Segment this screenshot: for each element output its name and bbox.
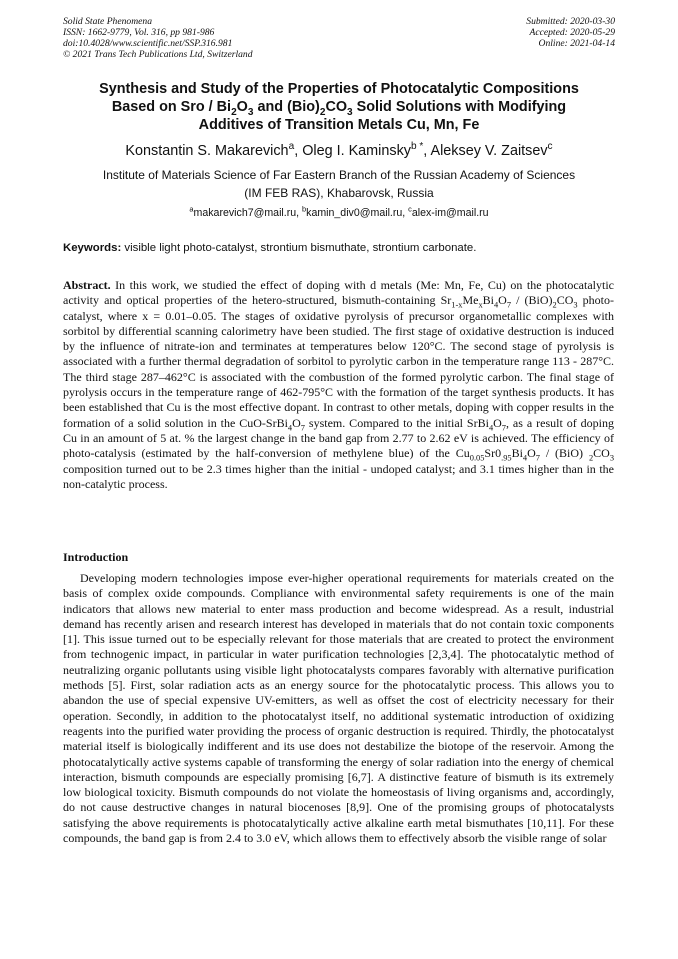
author-name: Oleg I. Kaminsky: [302, 143, 411, 159]
journal-copyright: © 2021 Trans Tech Publications Ltd, Switzerland: [63, 49, 253, 60]
abstract-subscript: .95: [501, 453, 512, 463]
abstract-subscript: 7: [535, 453, 540, 463]
email-address: makarevich7@mail.ru,: [193, 207, 303, 219]
affiliation-line-2: (IM FEB RAS), Khabarovsk, Russia: [244, 185, 434, 200]
email-marker: b: [302, 204, 307, 214]
abstract-text: Bi: [482, 293, 494, 308]
keywords: [63, 241, 619, 255]
title-line-2: [40, 98, 638, 116]
author-marker: c: [547, 141, 553, 153]
affiliation: [40, 167, 638, 202]
journal-info: [63, 16, 253, 60]
abstract-subscript: 3: [609, 453, 614, 463]
abstract-subscript: 7: [501, 423, 506, 433]
abstract-text: system. Compared to the initial SrBi: [304, 415, 489, 430]
abstract-subscript: x: [478, 300, 483, 310]
abstract-text: Me: [462, 293, 479, 308]
author-separator: ,: [423, 143, 431, 159]
title-subscript: 2: [319, 106, 326, 118]
abstract: [63, 278, 614, 492]
paper-title: [40, 80, 638, 134]
author-list: [40, 142, 638, 160]
abstract-subscript: 4: [522, 453, 528, 463]
abstract-text: / (BiO): [511, 293, 553, 308]
email-address: kamin_div0@mail.ru,: [306, 207, 409, 219]
keywords-text: visible light photo-catalyst, strontium bismuthate, strontium carbonate.: [121, 242, 477, 254]
abstract-subscript: 3: [573, 300, 578, 310]
abstract-text: / (BiO): [539, 446, 589, 461]
abstract-subscript: 1-x: [451, 300, 463, 310]
section-heading-introduction: Introduction: [63, 550, 129, 564]
journal-name: Solid State Phenomena: [63, 16, 152, 27]
abstract-text: CO: [556, 293, 574, 308]
title-text: Based on Sro / Bi: [111, 99, 232, 115]
abstract-subscript: 7: [300, 423, 305, 433]
title-line-1: Synthesis and Study of the Properties of Photocatalytic Compositions: [99, 81, 579, 97]
abstract-label: Abstract.: [63, 278, 111, 292]
title-line-3: Additives of Transition Metals Cu, Mn, Fe: [198, 117, 480, 133]
title-text: CO: [325, 99, 348, 115]
title-subscript: 2: [231, 106, 237, 118]
author-name: Konstantin S. Makarevich: [125, 143, 289, 159]
journal-issn: ISSN: 1662-9779, Vol. 316, pp 981-986: [63, 27, 215, 38]
introduction-paragraph: Developing modern technologies impose ever-higher operational requirements for materials created on the basis of complex oxide compounds. Compliance with environmental safety requirements is one of the main indicators that allows new material to enter mass production and become widespread. As a result, industrial demand has recently arisen and research interest has developed in materials that do not contain toxic components [1]. This issue turned out to be especially relevant for those materials that are created to protect the environment from technogenic impact, in particular in water purification technologies [2,3,4]. The photocatalytic method of neutralizing organic pollutants using visible light photocatalysts compares favorably with alternative purification methods [5]. First, solar radiation acts as an energy source for the photocatalytic process. This allows you to abandon the use of special expensive UV-emitters, as well as offset the cost of electricity necessary for their operation. Secondly, in addition to the photocatalyst itself, no additional systematic introduction of oxidizing reagents into the purified water providing the process of organic destruction is required. Thirdly, the photocatalyst material itself is biologically indifferent and its use does not destabilize the biotope of the reservoir. Among the photocatalytically active systems capable of transforming the energy of solar radiation into the energy of chemical interaction, bismuth compounds are especially promising [6,7]. A distinctive feature of bismuth is its extremely low biological toxicity. Bismuth compounds do not violate the homeostasis of living organisms and, accordingly, do not cause destructive changes in natural biocenoses [8,9]. One of the promising groups of photocatalysts satisfying the above requirements is photocatalytically active alkaline earth metal bismuthates [10,11]. For these compounds, the band gap is from 2.4 to 3.0 eV, which allows them to effectively absorb the visible range of solar: [63, 571, 614, 846]
author-name: Aleksey V. Zaitsev: [430, 143, 548, 159]
keywords-label: Keywords:: [63, 242, 122, 254]
abstract-text: Bi: [511, 446, 523, 461]
submitted-date: Submitted: 2020-03-30: [526, 16, 615, 27]
abstract-text: O: [292, 415, 301, 430]
author-marker: b *: [410, 141, 424, 153]
publication-dates: [526, 16, 615, 49]
email-marker: a: [189, 204, 194, 214]
abstract-subscript: 7: [506, 300, 512, 310]
author-marker: a: [288, 141, 295, 153]
abstract-text: photo-catalyst, where x = 0.01–0.05. The stages of oxidative pyrolysis of precursor organometallic complexes with sorbitol by differential scanning calorimetry have been studied. The first stage of oxidative destruction is induced by the influence of nitrate-ion and terminates at temperatures below 120°C. The second stage of pyrolysis is associated with a further thermal degradation of sorbitol to pyrolytic carbon in the temperature range 113 - 287°C. The third stage 287–462°C is associated with the combustion of the formed pyrolytic carbon. The final stage of pyrolysis occurs in the temperature range of 462-795°C with the formation of the target synthesis products. It has been established that Cu is the most effective dopant. In contrast to other metals, doping with copper results in the formation of a solid solution in the CuO-SrBi: [63, 293, 614, 430]
abstract-subscript: 4: [488, 423, 494, 433]
abstract-subscript: 2: [552, 300, 557, 310]
abstract-text: composition turned out to be 2.3 times higher than the initial - undoped catalyst; and 3.1 times higher than in the non-catalytic process.: [63, 461, 614, 491]
accepted-date: Accepted: 2020-05-29: [529, 27, 615, 38]
affiliation-line-1: Institute of Materials Science of Far Eastern Branch of the Russian Academy of Sciences: [102, 168, 576, 182]
author-separator: ,: [294, 143, 303, 159]
abstract-text: In this work, we studied the effect of doping with d metals (Me: Mn, Fe, Cu) on the photocatalytic activity and optical properties of the hetero-structured, bismuth-containing Sr: [63, 278, 614, 308]
abstract-text: , as a result of doping Cu in an amount of 5 at. % the largest change in the band gap from 2.77 to 2.62 eV is achieved. The efficiency of photo-catalysis (estimated by the half-conversion of methylene blue) of the Cu: [63, 415, 615, 461]
online-date: Online: 2021-04-14: [538, 38, 615, 49]
abstract-subscript: 2: [588, 453, 594, 463]
abstract-subscript: 4: [287, 423, 293, 433]
title-text: Solid Solutions with Modifying: [352, 99, 567, 115]
author-emails: [40, 204, 638, 220]
journal-doi: doi:10.4028/www.scientific.net/SSP.316.981: [63, 38, 233, 49]
abstract-subscript: 4: [493, 300, 499, 310]
title-subscript: 3: [247, 106, 254, 118]
title-text: and (Bio): [253, 99, 320, 115]
email-marker: c: [408, 204, 412, 214]
abstract-text: O: [498, 293, 507, 308]
abstract-text: O: [493, 415, 502, 430]
title-text: O: [236, 99, 248, 115]
abstract-text: CO: [593, 446, 610, 461]
abstract-text: Sr0: [484, 446, 502, 461]
email-address: alex-im@mail.ru: [411, 207, 489, 219]
title-subscript: 3: [347, 106, 353, 118]
abstract-subscript: 0.05: [469, 453, 485, 463]
abstract-text: O: [527, 446, 536, 461]
